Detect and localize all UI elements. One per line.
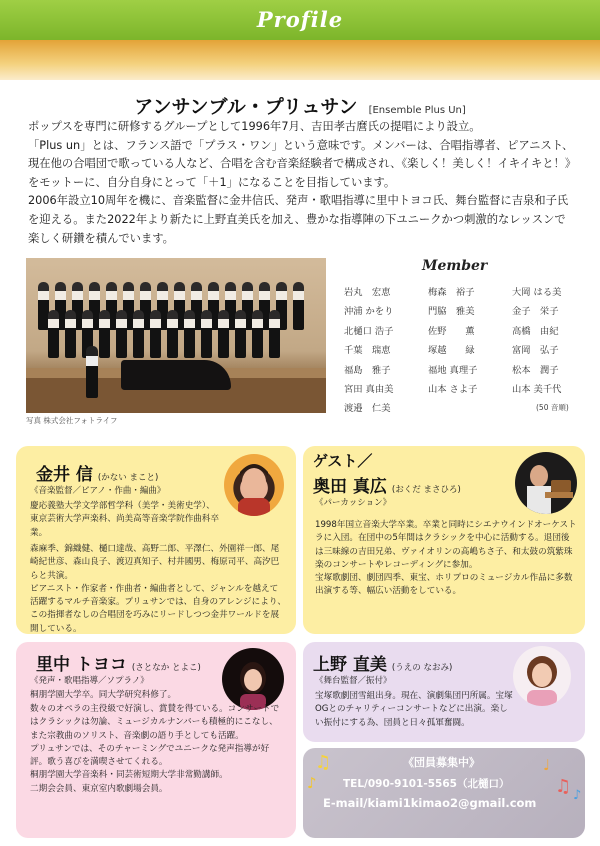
profile-card-okuda bbox=[303, 446, 585, 634]
profile-role-satonaka: 《発声・歌唱指導／ソプラノ》 bbox=[30, 676, 149, 686]
member-name: 大岡 はる美 bbox=[512, 287, 562, 298]
bio-paragraph: 二期会会員、東京室内歌劇場会員。 bbox=[30, 783, 168, 794]
group-heading bbox=[0, 92, 600, 119]
pianist-figure bbox=[86, 346, 98, 398]
banner-title: Profile bbox=[256, 7, 344, 32]
choir-photo bbox=[26, 258, 326, 413]
bio-paragraph: ピアニスト・作家者・作曲者・編曲者として、ジャンルを越えて活躍するマルチ音楽家。プリュサンでは、自身のアレンジにより、この指揮者なしの合唱団を巧みにリードしつつ金井ワールドを展開している。 bbox=[30, 583, 287, 634]
profile-reading: (うえの なおみ) bbox=[391, 663, 453, 673]
choir-row-front bbox=[48, 310, 280, 358]
member-name: 佐野 薫 bbox=[428, 325, 475, 337]
portrait-icon bbox=[513, 646, 571, 706]
avatar-ueno bbox=[513, 646, 571, 706]
grand-piano bbox=[121, 360, 231, 390]
group-name-en: [Ensemble Plus Un] bbox=[368, 105, 466, 116]
profile-card-satonaka bbox=[16, 642, 296, 838]
bio-paragraph: プリュサンでは、そのチャーミングでユニークな発声指導が好評。歌う喜びを満喫させてくれる。 bbox=[30, 743, 270, 768]
profile-role-ueno: 《舞台監督／振付》 bbox=[315, 676, 392, 686]
intro-paragraph: 「Plus un」とは、フランス語で「プラス・ワン」という意味です。メンバーは、合唱指導者、ピアニスト、現在他の合唱団で歌っている人など、合唱を含む音楽経験者で構成され、《楽しく！美しく！イキイキと！》をモットーに、自分自身にとって「＋1」になることを目指しています。 bbox=[28, 138, 574, 189]
recruit-email-link[interactable]: E-mail/kiami1kimao2@gmail.com bbox=[323, 796, 537, 810]
bio-paragraph: 宝塚歌劇団雪組出身。現在、演劇集団円所属。宝塚OGとのチャリティーコンサートなどに出演。楽しい振付にする為、団員と日々孤軍奮闘。 bbox=[315, 691, 513, 728]
member-name: 千葉 瑞恵 bbox=[344, 345, 391, 357]
profile-guest-label: ゲスト／ bbox=[313, 452, 373, 470]
avatar-okuda bbox=[515, 452, 577, 514]
profile-name-okuda: 奥田 真広 (おくだ まさひろ) bbox=[313, 477, 461, 497]
member-name: 金子 栄子 bbox=[512, 306, 559, 318]
profile-reading: (さとなか とよこ) bbox=[131, 663, 201, 673]
recruit-title: 《団員募集中》 bbox=[403, 756, 480, 769]
profile-role-kanai: 《音楽監督／ピアノ・作曲・編曲》 bbox=[30, 486, 166, 496]
member-list bbox=[344, 284, 584, 414]
profile-name-kanai: 金井 信 (かない まこと) bbox=[36, 465, 159, 485]
profile-reading: (おくだ まさひろ) bbox=[391, 485, 461, 495]
profile-banner bbox=[0, 0, 600, 40]
music-note-icon: ♩ bbox=[543, 756, 551, 774]
profile-bio-satonaka-a bbox=[30, 689, 220, 702]
bio-paragraph: 慶応義塾大学文学部哲学科（美学・美術史学）、東京芸術大学声楽科、尚美高等音楽学院作曲科卒業。 bbox=[30, 501, 220, 538]
member-name: 梅森 裕子 bbox=[428, 287, 475, 298]
bio-paragraph: 数々のオペラの主役級で好演し、賞賛を得ている。コンサートではクラシックは勿論、ミュージカルナンバーも積極的にこなし、また宗教曲のソリスト、音楽劇の語り手としても活躍。 bbox=[30, 704, 280, 741]
bio-paragraph: 桐朋学園大学音楽科・同芸術短期大学非常勤講師。 bbox=[30, 770, 228, 781]
member-name: 山本 さよ子 bbox=[428, 383, 478, 395]
orange-band bbox=[0, 40, 600, 80]
profile-card-kanai bbox=[16, 446, 296, 634]
recruit-tel: TEL/090-9101-5565（北樋口） bbox=[343, 778, 510, 790]
profile-name-ueno: 上野 直美 (うえの なおみ) bbox=[313, 655, 453, 675]
music-note-icon: ♫ bbox=[555, 776, 572, 797]
member-name: 山本 美千代 bbox=[512, 383, 562, 395]
avatar-satonaka bbox=[222, 648, 284, 710]
avatar-kanai bbox=[224, 454, 284, 516]
member-name: 福島 雅子 bbox=[344, 364, 391, 376]
music-note-icon: ♪ bbox=[573, 788, 582, 803]
bio-paragraph: 1998年国立音楽大学卒業。卒業と同時にシエナウインドオーケストラに入団。在団中の5年間はクラシックを中心に活動する。退団後は三味線の吉田兄弟、ヴァイオリンの高嶋ちさ子、和太鼓の筑紫珠楽のコンサートやレコーディングに参加。 bbox=[315, 520, 577, 570]
member-name: 高橋 由紀 bbox=[512, 325, 559, 337]
member-name: 沖浦 かをり bbox=[344, 306, 394, 318]
profile-bio-kanai-a bbox=[30, 500, 220, 540]
profile-bio-satonaka-b bbox=[30, 703, 286, 796]
profile-bio-kanai-b bbox=[30, 543, 286, 636]
member-name: 宮田 真由美 bbox=[344, 383, 394, 395]
profile-bio-ueno bbox=[315, 690, 515, 730]
music-note-icon: ♫ bbox=[315, 752, 332, 773]
profile-reading: (かない まこと) bbox=[97, 473, 159, 483]
member-name: 北樋口 浩子 bbox=[344, 325, 394, 337]
member-title: Member bbox=[422, 258, 488, 274]
member-name: 福地 真理子 bbox=[428, 364, 478, 376]
portrait-icon bbox=[224, 454, 284, 516]
recruit-box bbox=[303, 748, 585, 838]
bio-paragraph: 宝塚歌劇団、劇団四季、東宝、ホリプロのミュージカル作品に多数出演する等、幅広い活動をしている。 bbox=[315, 573, 573, 597]
member-name: 門脇 雅美 bbox=[428, 306, 475, 318]
music-note-icon: ♪ bbox=[307, 774, 317, 792]
intro-paragraph: 2006年設立10周年を機に、音楽監督に金井信氏、発声・歌唱指導に里中トヨコ氏、舞台監督に吉泉和子氏を迎える。また2022年より新たに上野直美氏を加え、豊かな指導陣の下ユニークかつ刺激的なレッスンで楽しく研鑽を積んでいます。 bbox=[28, 194, 569, 245]
group-name: アンサンブル・プリュサン bbox=[134, 96, 358, 118]
group-intro bbox=[28, 118, 574, 248]
photo-caption: 写真 株式会社フォトライフ bbox=[26, 416, 118, 425]
profile-name-satonaka: 里中 トヨコ (さとなか とよこ) bbox=[36, 655, 201, 675]
profile-card-ueno bbox=[303, 642, 585, 742]
intro-paragraph: ポップスを専門に研修するグループとして1996年7月、吉田孝古麿氏の提唱により設立。 bbox=[28, 120, 481, 133]
portrait-icon bbox=[515, 452, 577, 514]
member-name: 塚越 緑 bbox=[428, 345, 475, 357]
bio-paragraph: 桐朋学園大学卒。同大学研究科修了。 bbox=[30, 690, 177, 700]
profile-bio-okuda bbox=[315, 519, 577, 599]
member-name: 渡邉 仁美 bbox=[344, 403, 391, 415]
portrait-icon bbox=[222, 648, 284, 710]
profile-role-okuda: 《パーカッション》 bbox=[315, 498, 392, 508]
member-name: 岩丸 宏恵 bbox=[344, 287, 391, 298]
member-order-note: (50 音順) bbox=[536, 403, 569, 412]
bio-paragraph: 森麻季、錦織健、樋口達哉、高野二郎、平澤仁、外園祥一郎、尾崎紀世彦、森山良子、渡辺真知子、村井國男、梅原司平、高汐巴らと共演。 bbox=[30, 544, 280, 581]
member-name: 松本 潤子 bbox=[512, 364, 559, 376]
member-name: 富岡 弘子 bbox=[512, 345, 559, 357]
